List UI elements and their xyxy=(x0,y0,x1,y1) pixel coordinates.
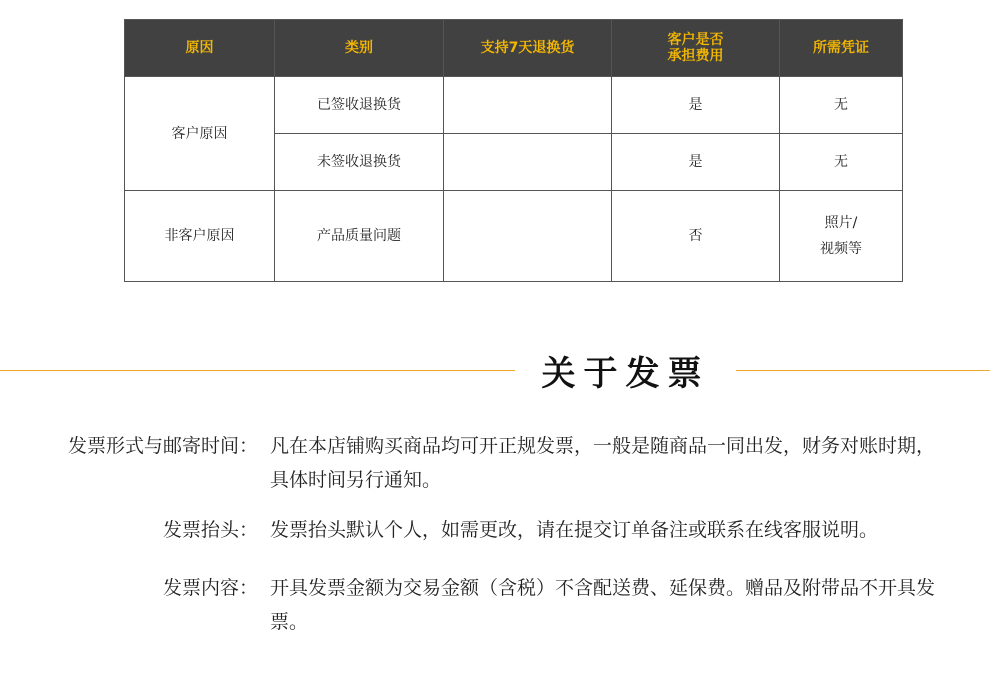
invoice-row-form xyxy=(0,429,990,499)
return-policy-table xyxy=(124,19,903,282)
invoice-form-label: 发票形式与邮寄时间： xyxy=(67,435,258,457)
cell-support7 xyxy=(444,134,612,191)
header-category: 类别 xyxy=(275,20,444,77)
invoice-content-text: 开具发票金额为交易金额（含税）不含配送费、延保费。赠品及附带品不开具发票。 xyxy=(270,577,936,633)
table-header-row xyxy=(125,20,903,77)
cell-customer-pays: 是 xyxy=(612,77,780,134)
invoice-form-text: 凡在本店铺购买商品均可开正规发票，一般是随商品一同出发，财务对账时期，具体时间另行通知。 xyxy=(270,435,936,491)
header-customer-pays: 客户是否 承担费用 xyxy=(612,20,780,77)
section-title: 关于发票 xyxy=(541,354,710,394)
header-proof: 所需凭证 xyxy=(780,20,903,77)
header-reason: 原因 xyxy=(125,20,275,77)
cell-category: 已签收退换货 xyxy=(275,77,444,134)
cell-proof: 照片/ 视频等 xyxy=(780,191,903,282)
cell-category: 未签收退换货 xyxy=(275,134,444,191)
table-row xyxy=(125,191,903,282)
cell-reason: 客户原因 xyxy=(125,77,275,191)
cell-proof: 无 xyxy=(780,134,903,191)
cell-reason: 非客户原因 xyxy=(125,191,275,282)
invoice-title-label: 发票抬头： xyxy=(162,519,258,541)
cell-category: 产品质量问题 xyxy=(275,191,444,282)
header-7day-return: 支持7天退换货 xyxy=(444,20,612,77)
invoice-content-label: 发票内容： xyxy=(162,577,258,599)
section-divider-right xyxy=(736,370,990,371)
cell-support7 xyxy=(444,77,612,134)
table-row xyxy=(125,77,903,134)
invoice-row-title xyxy=(0,513,990,553)
cell-customer-pays: 是 xyxy=(612,134,780,191)
cell-customer-pays: 否 xyxy=(612,191,780,282)
cell-proof: 无 xyxy=(780,77,903,134)
invoice-title-text: 发票抬头默认个人，如需更改，请在提交订单备注或联系在线客服说明。 xyxy=(270,519,879,541)
cell-support7 xyxy=(444,191,612,282)
section-divider-left xyxy=(0,370,515,371)
invoice-row-content xyxy=(0,571,990,641)
